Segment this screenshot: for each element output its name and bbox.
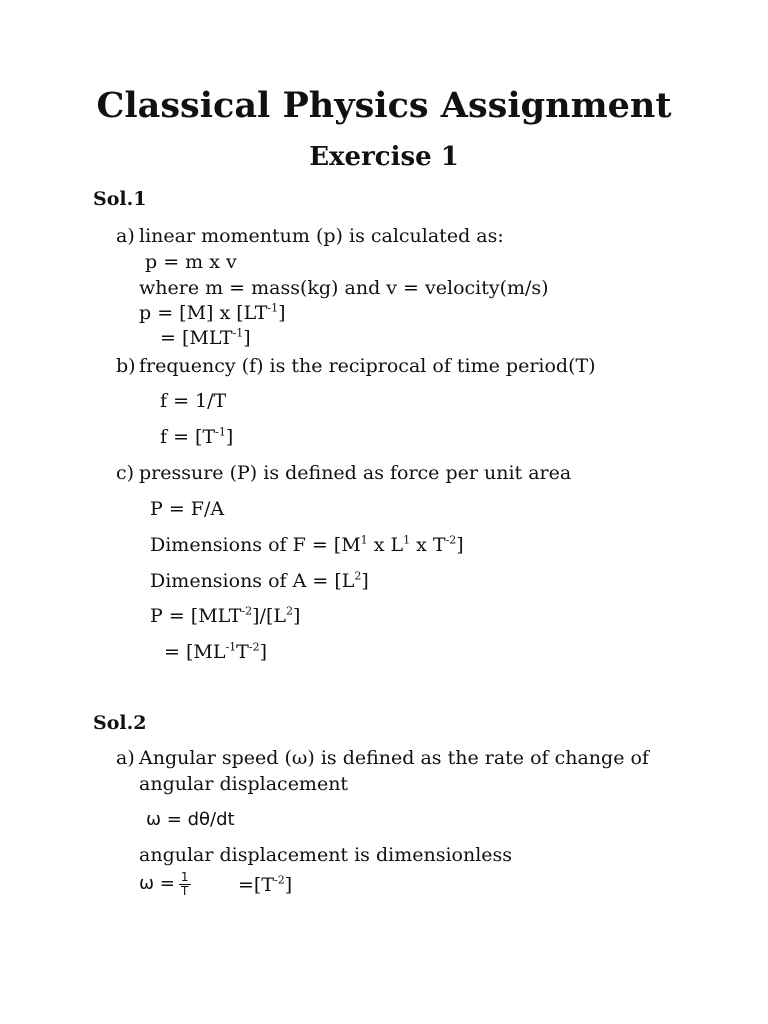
sol2-heading: Sol.2	[93, 712, 147, 734]
sol1-a-eq3: = $[MLT^{-1}]$	[160, 326, 251, 349]
sol1-b-eq1: f = 1/T	[160, 390, 227, 412]
sol1-c-result: = $[ML^{-1}T^{-2}]$	[164, 640, 267, 663]
sol1-a-label: a)	[116, 225, 135, 247]
sol1-a-eq2: p = [M] x $[LT^{-1}]$	[139, 301, 286, 324]
fraction: $\frac{1}{T}$	[180, 870, 189, 898]
sol1-a-text: linear momentum (p) is calculated as:	[139, 225, 504, 247]
sol2-a-eq2: ω = $\frac{1}{T}$	[139, 870, 189, 898]
sol1-b-text: frequency (f) is the reciprocal of time period(T)	[139, 355, 596, 377]
sol1-c-label: c)	[116, 462, 135, 484]
sol2-a-eq2-result: $=[T^{-2}]$	[238, 873, 293, 896]
sol2-a-text-line1: Angular speed (ω) is defined as the rate of change of	[139, 747, 649, 769]
sol1-a-where: where m = mass(kg) and v = velocity(m/s)	[139, 277, 549, 299]
sol1-c-dim-f: Dimensions of $F = [M^1$ x $L^1$ x $T^{-2}$]	[150, 533, 464, 556]
sol2-a-label: a)	[116, 747, 135, 769]
sol1-heading: Sol.1	[93, 188, 147, 210]
sol2-a-text-line2: angular displacement	[139, 773, 349, 795]
document-title: Classical Physics Assignment	[96, 85, 672, 126]
sol2-a-eq1: ω = dθ/dt	[146, 809, 235, 830]
sol1-c-eq-p: $P = [MLT^{-2}]/[L^2]$	[150, 604, 301, 627]
sol1-c-text: pressure (P) is defined as force per unit area	[139, 462, 572, 484]
exercise-heading: Exercise 1	[309, 142, 459, 172]
sol1-c-eq1: P = F/A	[150, 498, 225, 520]
sol1-a-eq1: p = m x v	[145, 251, 237, 273]
sol1-b-eq2: $f = [T^{-1}]$	[160, 425, 234, 448]
sol2-a-note: angular displacement is dimensionless	[139, 844, 513, 866]
sol1-b-label: b)	[116, 355, 136, 377]
sol1-c-dim-a: Dimensions of $A = [L^2]$	[150, 569, 369, 592]
